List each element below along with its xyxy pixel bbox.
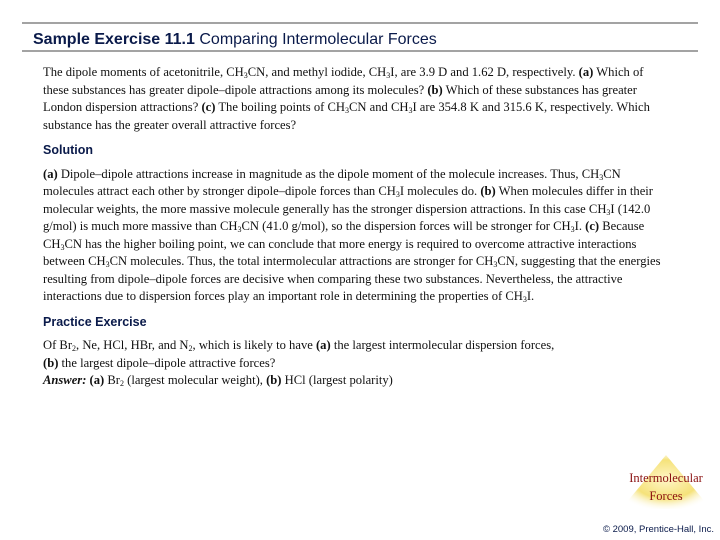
practice-answer: Answer: (a) $Br_2$ (largest molecular weight), (b) HCl (largest polarity): [43, 373, 393, 388]
problem-paragraph: The dipole moments of acetonitrile, $CH_3CN$, and methyl iodide, $CH_3I$, are 3.9 D and 1.62 D, respectively. (a) Which of these substances has greater dipole–dipole attractions among its molecules? (b) Which of these substances has greater London dispersion attractions? (c) The boiling points of $CH_3CN$ and $CH_3I$ are 354.8 K and 315.6 K, respectively. Which substance has the greater overall attractive forces?: [43, 65, 650, 132]
title-rest: Comparing Intermolecular Forces: [199, 31, 437, 48]
solution-paragraph: (a) Dipole–dipole attractions increase in magnitude as the dipole moment of the molecule increases. Thus, $CH_3CN$ molecules attract each other by stronger dipole–dipole forces than $CH_3I$ molecules do. (b) When molecules differ in their molecular weights, the more massive molecule generally has the stronger dispersion attractions. In this case $CH_3I$ (142.0 g/mol) is much more massive than $CH_3CN$ (41.0 g/mol), so the dispersion forces will be stronger for $CH_3I$. (c) Because $CH_3CN$ has the higher boiling point, we can conclude that more energy is required to overcome attractive interactions between $CH_3CN$ molecules. Thus, the total intermolecular attractions are stronger for $CH_3CN$, suggesting that the energies resulting from dipole–dipole forces are decisive when comparing these two substances. Nevertheless, the attractive interactions due to dispersion forces play an important role in determining the properties of $CH_3I$.: [43, 166, 661, 304]
copyright-footer: © 2009, Prentice-Hall, Inc.: [602, 524, 714, 535]
practice-heading: Practice Exercise: [43, 314, 147, 329]
title-bold: Sample Exercise 11.1: [33, 31, 195, 48]
title-underline-rule: [22, 50, 698, 52]
logo-line-1: Intermolecular: [629, 471, 703, 485]
exercise-content: [43, 64, 665, 390]
topic-logo-text: [615, 469, 717, 505]
solution-heading: Solution: [43, 143, 93, 157]
logo-line-2: Forces: [649, 489, 683, 503]
top-rule: [22, 22, 698, 24]
page-title: [33, 31, 437, 49]
practice-question: Of $Br_2$, Ne, HCl, HBr, and $N_2$, which is likely to have (a) the largest intermolecular dispersion forces, (b) the largest dipole–dipole attractive forces?: [43, 338, 555, 370]
